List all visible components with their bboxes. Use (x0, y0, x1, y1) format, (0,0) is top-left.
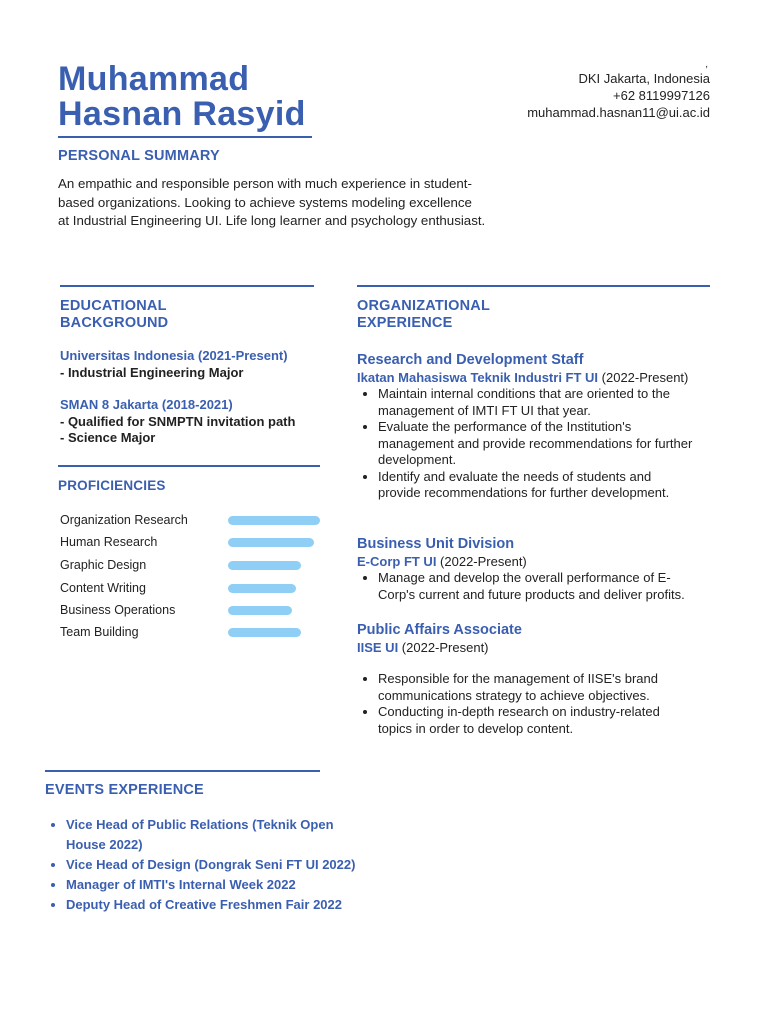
proficiency-label: Human Research (60, 535, 158, 549)
education-school: SMAN 8 Jakarta (2018-2021) (60, 397, 233, 412)
job-bullet: • Evaluate the performance of the Institution's management and provide recommendations for further development. (378, 419, 717, 469)
proficiency-bar (228, 516, 320, 525)
job-org: E-Corp FT UI (357, 554, 437, 569)
job-bullet: • Responsible for the management of IISE's brand communications strategy to achieve objectives. (378, 671, 717, 704)
proficiency-row (60, 511, 330, 529)
proficiencies-divider (58, 465, 320, 467)
job-bullets (357, 570, 717, 603)
job-entry (357, 621, 717, 737)
job-bullet: • Maintain internal conditions that are oriented to the management of IMTI FT UI that year. (378, 386, 717, 419)
job-bullets (357, 671, 717, 737)
proficiency-label: Content Writing (60, 581, 146, 595)
proficiency-bar (228, 538, 314, 547)
organizational-top-divider (357, 285, 710, 287)
events-title: EVENTS EXPERIENCE (45, 782, 204, 798)
contact-phone: +62 8119997126 (613, 88, 710, 103)
job-org: Ikatan Mahasiswa Teknik Industri FT UI (357, 370, 599, 385)
education-detail: - Science Major (60, 430, 156, 445)
contact-email: muhammad.hasnan11@ui.ac.id (527, 105, 710, 120)
education-entry (60, 397, 330, 447)
proficiency-bar (228, 606, 292, 615)
event-item: • Deputy Head of Creative Freshmen Fair 2022 (66, 895, 396, 915)
name-line-2: Hasnan Rasyid (58, 95, 306, 133)
proficiency-row (60, 579, 330, 597)
proficiency-bar (228, 628, 301, 637)
summary-line: based organizations. Looking to achieve systems modeling excellence (58, 194, 472, 210)
education-top-divider (60, 285, 314, 287)
job-period: (2022-Present) (398, 640, 489, 655)
organizational-title-line-1: ORGANIZATIONAL (357, 298, 491, 314)
job-period: (2022-Present) (436, 554, 527, 569)
education-detail: - Qualified for SNMPTN invitation path (60, 413, 296, 429)
job-bullet: • Conducting in-depth research on industry-related topics in order to develop content. (378, 704, 717, 737)
job-period: (2022-Present) (598, 370, 689, 385)
proficiency-row (60, 556, 330, 574)
job-bullet: • Manage and develop the overall performance of E- Corp's current and future products and deliver profits. (378, 570, 717, 603)
job-title: Research and Development Staff (357, 352, 584, 368)
job-org: IISE UI (357, 640, 399, 655)
event-item: • Vice Head of Public Relations (Teknik Open House 2022) (66, 815, 396, 855)
proficiency-row (60, 623, 330, 641)
proficiencies-title: PROFICIENCIES (58, 478, 166, 493)
summary-text (58, 175, 538, 231)
summary-line: An empathic and responsible person with much experience in student- (58, 176, 472, 191)
event-item: • Manager of IMTI's Internal Week 2022 (66, 875, 396, 895)
name-line-1: Muhammad (58, 60, 250, 98)
proficiency-label: Team Building (60, 625, 139, 639)
job-bullets (357, 386, 717, 502)
proficiency-row (60, 533, 330, 551)
education-entry (60, 348, 330, 381)
proficiency-label: Business Operations (60, 603, 176, 617)
organizational-title-line-2: EXPERIENCE (357, 315, 453, 331)
proficiency-bar (228, 561, 301, 570)
events-list (45, 815, 396, 915)
job-org-line (357, 369, 717, 386)
proficiency-row (60, 601, 330, 619)
education-title-line-2: BACKGROUND (60, 315, 169, 331)
education-title-line-1: EDUCATIONAL (60, 298, 167, 314)
organizational-title (357, 298, 490, 332)
job-entry (357, 535, 717, 603)
proficiency-label: Organization Research (60, 513, 188, 527)
name-underline (58, 136, 312, 138)
job-org-line (357, 639, 717, 656)
event-item: • Vice Head of Design (Dongrak Seni FT UI 2022) (66, 855, 396, 875)
job-bullet: • Identify and evaluate the needs of students and provide recommendations for further development. (378, 469, 717, 502)
contact-info (527, 60, 710, 121)
job-title: Public Affairs Associate (357, 622, 522, 638)
education-title (60, 298, 168, 332)
job-org-line (357, 553, 717, 570)
education-school: Universitas Indonesia (2021-Present) (60, 348, 288, 363)
summary-line: at Industrial Engineering UI. Life long learner and psychology enthusiast. (58, 213, 486, 228)
proficiency-label: Graphic Design (60, 558, 147, 572)
job-entry (357, 351, 717, 502)
summary-title: PERSONAL SUMMARY (58, 148, 220, 164)
job-title: Business Unit Division (357, 536, 515, 552)
resume-name (58, 62, 306, 132)
education-detail: - Industrial Engineering Major (60, 364, 244, 380)
proficiency-bar (228, 584, 296, 593)
events-divider (45, 770, 320, 772)
contact-comma: , (705, 59, 708, 70)
contact-location: DKI Jakarta, Indonesia (578, 71, 710, 86)
